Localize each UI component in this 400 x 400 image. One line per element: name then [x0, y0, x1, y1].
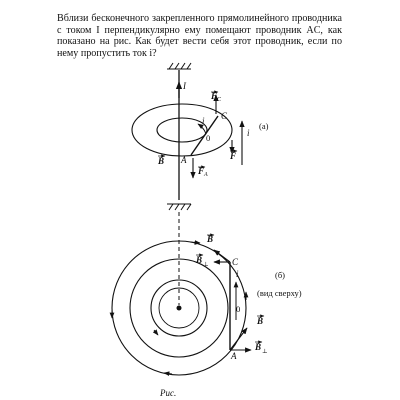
vector-B-label-A [256, 316, 264, 326]
current-i-label-b: i [236, 269, 239, 279]
svg-text:A: A [204, 172, 208, 178]
point-C-label-b: C [232, 257, 239, 267]
point-O-label: 0 [206, 133, 211, 143]
conductor-cross-section [177, 306, 182, 311]
legend-current-i-label: i [247, 128, 250, 138]
legend-force-label [229, 151, 237, 161]
current-i-label-a: i [202, 116, 205, 126]
point-A-label-b: A [231, 351, 237, 361]
svg-text:B: B [207, 234, 214, 244]
panel-a-label: (а) [259, 121, 269, 131]
support-top-hatch [167, 63, 191, 69]
svg-text:F: F [230, 151, 237, 161]
current-I-label: I [183, 81, 186, 91]
figure-caption: Рис. [160, 388, 177, 398]
vector-Bperp-label-C [195, 255, 209, 268]
circulation-arrow-top [190, 242, 200, 243]
point-A-label: A [181, 155, 187, 165]
vector-B-at-C [214, 250, 230, 262]
svg-text:⊥: ⊥ [203, 262, 209, 268]
svg-text:⊥: ⊥ [262, 349, 268, 355]
vector-B-label-a [157, 156, 165, 166]
svg-text:B: B [196, 255, 203, 265]
problem-text: Вблизи бесконечного закрепленного прямолинейного проводника с током I перпендикулярно ему помещают проводник AC, как показано на рис. Как будет вести себя этот проводник, если по нему пропустить ток i? [57, 13, 342, 59]
panel-b-view-note: (вид сверху) [257, 288, 302, 298]
point-O-label-b: 0 [236, 304, 241, 314]
point-C-label: C [221, 111, 228, 121]
panel-b-label: (б) [275, 270, 285, 280]
vector-B-label-C [206, 234, 214, 244]
field-line-outer [132, 104, 232, 156]
circulation-arrow-inner [154, 330, 158, 335]
vector-Bperp-label-A [254, 342, 268, 355]
svg-text:F: F [198, 166, 205, 176]
svg-text:C: C [217, 97, 222, 103]
svg-text:B: B [257, 316, 264, 326]
svg-text:B: B [255, 342, 262, 352]
support-bottom-hatch [167, 204, 191, 210]
figure-a [132, 63, 269, 210]
svg-text:F: F [211, 91, 218, 101]
field-line-inner [157, 118, 207, 142]
force-FA-label [197, 166, 208, 178]
svg-text:B: B [158, 156, 165, 166]
figure-b [112, 234, 302, 375]
vector-B-at-A [230, 328, 247, 350]
